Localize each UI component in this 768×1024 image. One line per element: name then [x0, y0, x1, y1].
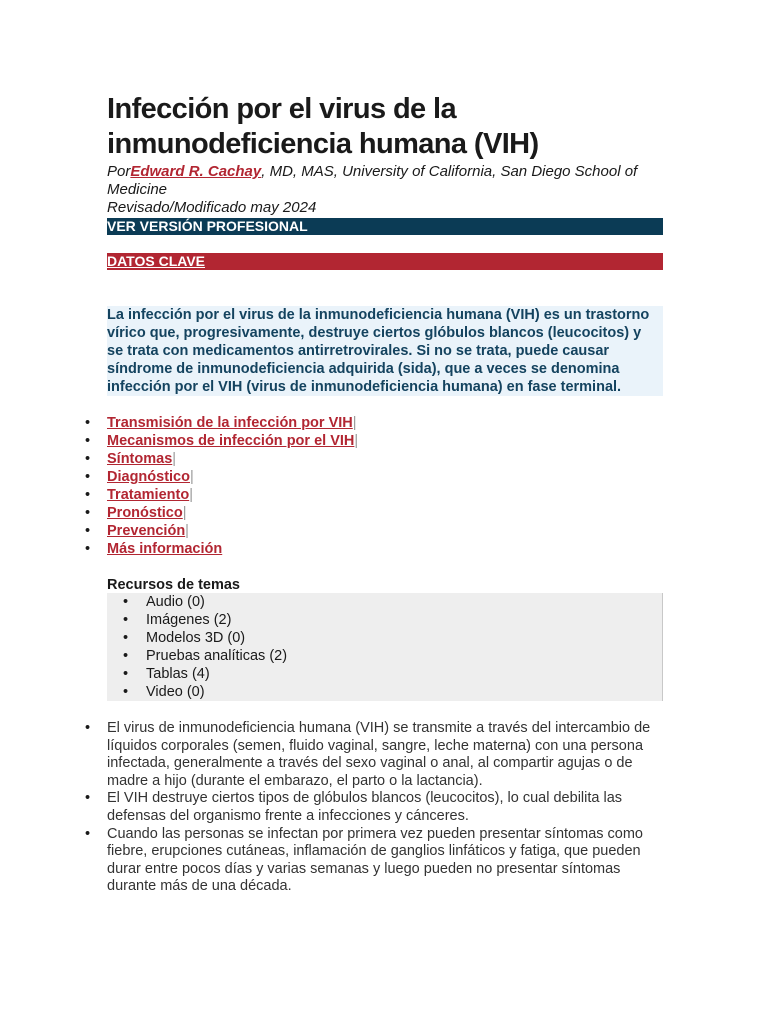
key-facts-link[interactable]: DATOS CLAVE — [107, 253, 663, 270]
byline — [107, 163, 663, 199]
toc-link-prevencion[interactable]: Prevención — [107, 523, 186, 539]
resource-item-3d-models[interactable]: • Modelos 3D (0) — [107, 629, 662, 647]
toc-separator: | — [185, 523, 189, 539]
toc-separator: | — [189, 469, 194, 485]
toc-link-mas-informacion[interactable]: Más información — [107, 541, 223, 557]
toc-link-pronostico[interactable]: Pronóstico — [107, 505, 183, 521]
resource-item-tables[interactable]: • Tablas (4) — [107, 665, 662, 683]
resource-item-lab-tests[interactable]: • Pruebas analíticas (2) — [107, 647, 662, 665]
toc-item — [107, 468, 663, 486]
table-of-contents — [107, 414, 663, 558]
toc-separator: | — [354, 433, 359, 449]
revised-date — [107, 199, 663, 217]
toc-item — [107, 522, 663, 540]
toc-link-tratamiento[interactable]: Tratamiento — [107, 487, 190, 503]
toc-link-diagnostico[interactable]: Diagnóstico — [107, 469, 190, 485]
revised-label: Revisado/Modificado — [107, 199, 247, 216]
key-fact-item: • Cuando las personas se infectan por primera vez pueden presentar síntomas como fiebre, erupciones cutáneas, inflamación de ganglios linfáticos y fatiga, que pueden durar entre pocos días y varias semanas y luego pueden no presentar síntomas durante más de una década. — [107, 826, 663, 896]
toc-item — [107, 486, 663, 504]
toc-link-sintomas[interactable]: Síntomas — [107, 451, 173, 467]
revised-value: may 2024 — [250, 199, 317, 216]
page-title: Infección por el virus de la inmunodeficiencia humana (VIH) — [107, 93, 539, 160]
key-facts-list — [107, 720, 663, 896]
toc-separator: | — [182, 505, 187, 521]
resource-item-audio[interactable]: • Audio (0) — [107, 593, 662, 611]
toc-item — [107, 504, 663, 522]
toc-separator: | — [189, 487, 193, 503]
author-credentials: , MD, MAS, University of California, San Diego School of Medicine — [107, 163, 638, 198]
key-fact-item: • El VIH destruye ciertos tipos de glóbulos blancos (leucocitos), lo cual debilita las defensas del organismo frente a infecciones y cánceres. — [107, 790, 663, 825]
toc-link-mecanismos[interactable]: Mecanismos de infección por el VIH — [107, 433, 355, 449]
byline-prefix: Por — [107, 163, 131, 180]
summary-text: La infección por el virus de la inmunodeficiencia humana (VIH) es un trastorno vírico que, progresivamente, destruye ciertos glóbulos blancos (leucocitos) y se trata con medicamentos antirretrovirales. Si no se trata, puede causar síndrome de inmunodeficiencia adquirida (sida), que a veces se denomina infección por el VIH (virus de inmunodeficiencia humana) en fase terminal. — [107, 306, 663, 396]
article — [107, 92, 663, 896]
toc-item — [107, 540, 663, 558]
resources-list — [107, 593, 662, 701]
toc-item — [107, 432, 663, 450]
key-fact-item: • El virus de inmunodeficiencia humana (VIH) se transmite a través del intercambio de líquidos corporales (semen, fluido vaginal, sangre, leche materna) con una persona infectada, generalmente a través del sexo vaginal o anal, al compartir agujas o de madre a hijo (durante el embarazo, el parto o la lactancia). — [107, 720, 663, 790]
resources-title: Recursos de temas — [107, 577, 240, 593]
toc-separator: | — [352, 415, 357, 431]
toc-item — [107, 450, 663, 468]
author-link[interactable]: Edward R. Cachay — [130, 163, 262, 180]
professional-version-button[interactable]: VER VERSIÓN PROFESIONAL — [107, 218, 663, 235]
resources-box — [107, 593, 663, 701]
toc-link-transmision[interactable]: Transmisión de la infección por VIH — [107, 415, 353, 431]
toc-separator: | — [172, 451, 177, 467]
toc-item — [107, 414, 663, 432]
resource-item-video[interactable]: • Video (0) — [107, 683, 662, 701]
resource-item-images[interactable]: • Imágenes (2) — [107, 611, 662, 629]
